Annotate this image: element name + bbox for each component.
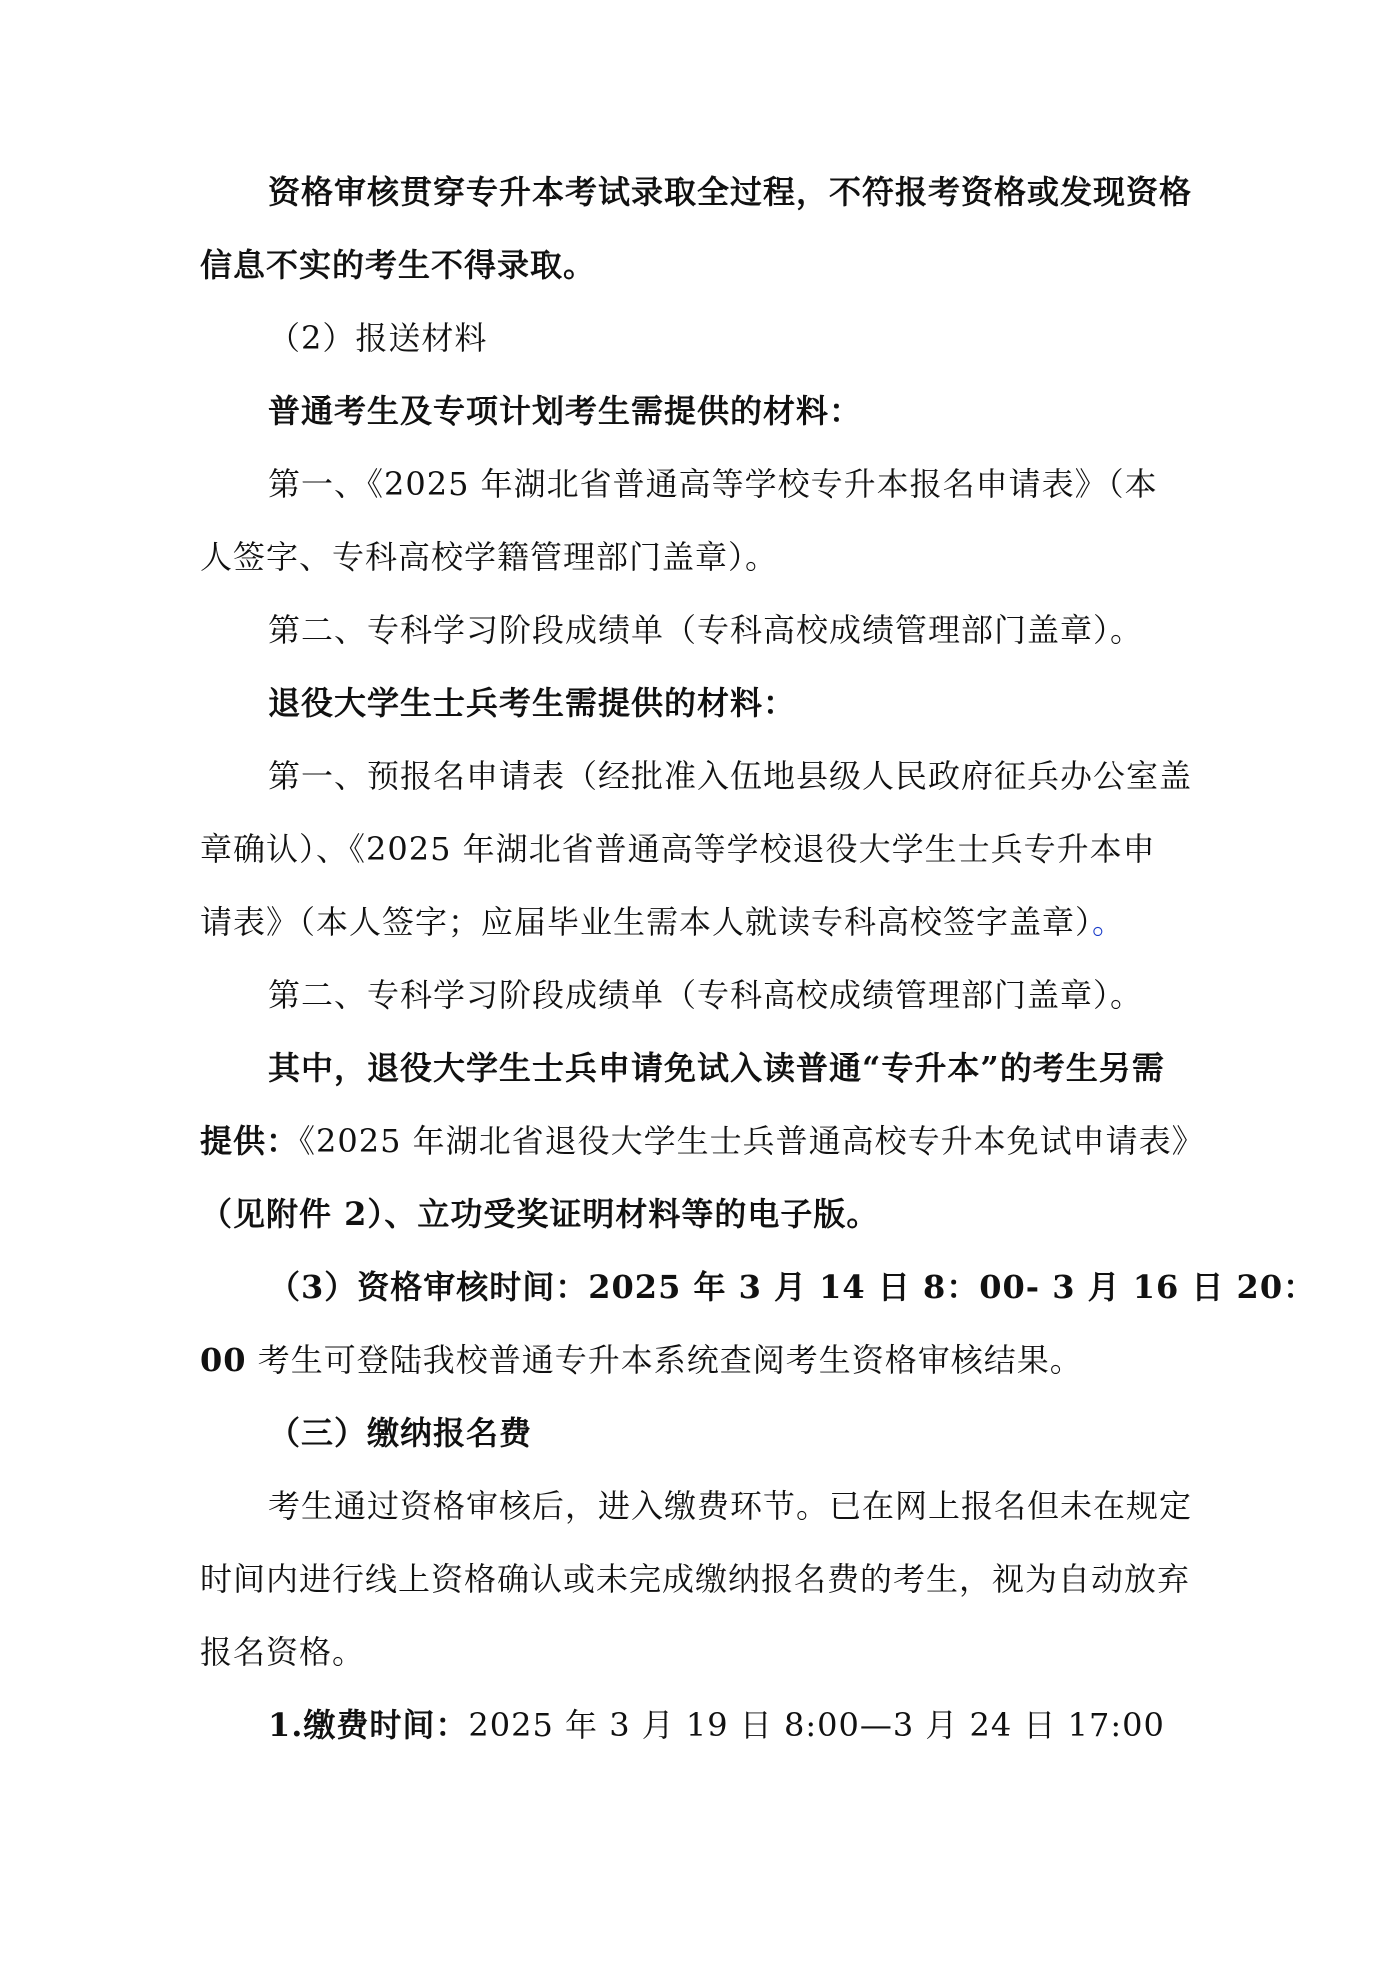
section-heading: （2）报送材料 (268, 319, 488, 357)
section-heading-fee: （三）缴纳报名费 (268, 1414, 533, 1452)
subheading-veteran-materials: 退役大学生士兵考生需提供的材料： (268, 684, 797, 722)
line-tail: 。 (1092, 903, 1126, 941)
review-time-line: （3）资格审核时间：2025 年 3 月 14 日 8：00- 3 月 16 日 20： (268, 1268, 1317, 1306)
paragraph-line: 第二、专科学习阶段成绩单（专科高校成绩管理部门盖章）。 (268, 611, 1144, 649)
paragraph-line: 考生通过资格审核后，进入缴费环节。已在网上报名但未在规定 (268, 1487, 1193, 1525)
paragraph-line (200, 902, 1190, 942)
paragraph-line: 信息不实的考生不得录取。 (200, 246, 597, 284)
subheading-normal-materials: 普通考生及专项计划考生需提供的材料： (268, 392, 863, 430)
paragraph-line: 第一、《2025 年湖北省普通高等学校专升本报名申请表》（本 (268, 465, 1158, 503)
line-bold-prefix: 00 (200, 1341, 247, 1379)
line-text: 《2025 年湖北省退役大学生士兵普通高校专升本免试申请表》 (299, 1122, 1205, 1160)
paragraph-line: 报名资格。 (200, 1633, 366, 1671)
paragraph-line: （见附件 2）、立功受奖证明材料等的电子版。 (200, 1195, 880, 1233)
line-text: 请表》（本人签字；应届毕业生需本人就读专科高校签字盖章） (200, 903, 1093, 941)
paragraph-line: 人签字、专科高校学籍管理部门盖章）。 (200, 538, 779, 576)
line-bold-prefix: 提供： (200, 1122, 300, 1160)
line-bold-prefix: 1.缴费时间： (268, 1706, 469, 1744)
paragraph-line: 第二、专科学习阶段成绩单（专科高校成绩管理部门盖章）。 (268, 976, 1144, 1014)
paragraph-line: 章确认）、《2025 年湖北省普通高等学校退役大学生士兵专升本申 (200, 830, 1156, 868)
paragraph-line (200, 1340, 1190, 1380)
line-text: 2025 年 3 月 19 日 8:00—3 月 24 日 17:00 (468, 1706, 1165, 1744)
payment-time-line (268, 1705, 1190, 1745)
line-text: 考生可登陆我校普通专升本系统查阅考生资格审核结果。 (246, 1341, 1083, 1379)
paragraph-line (200, 1121, 1205, 1161)
paragraph-line: 资格审核贯穿专升本考试录取全过程，不符报考资格或发现资格 (268, 173, 1193, 211)
paragraph-line: 其中，退役大学生士兵申请免试入读普通“专升本”的考生另需 (268, 1049, 1165, 1087)
paragraph-line: 第一、预报名申请表（经批准入伍地县级人民政府征兵办公室盖 (268, 757, 1193, 795)
paragraph-line: 时间内进行线上资格确认或未完成缴纳报名费的考生，视为自动放弃 (200, 1560, 1191, 1598)
